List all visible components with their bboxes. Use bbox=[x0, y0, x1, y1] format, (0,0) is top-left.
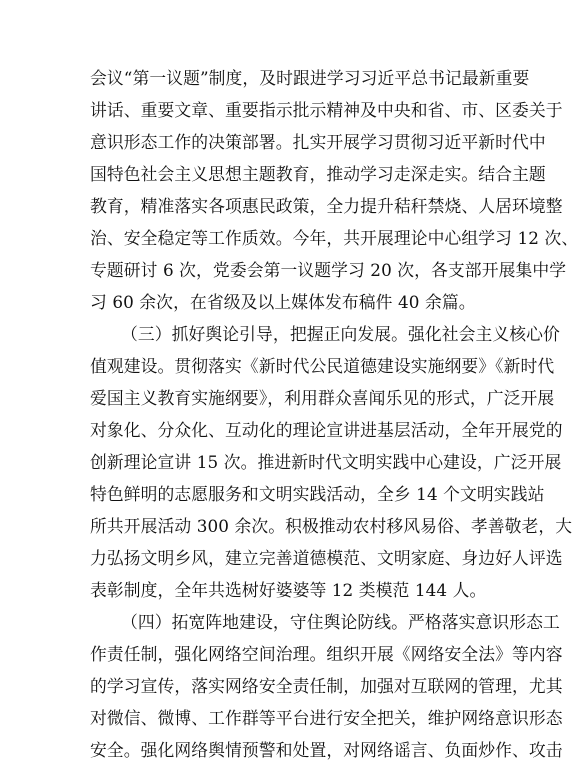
text-line: 表彰制度，全年共选树好婆婆等 12 类模范 144 人。 bbox=[90, 580, 487, 600]
text-line: 所共开展活动 300 余次。积极推动农村移风易俗、孝善敬老，大 bbox=[90, 516, 573, 536]
text-line: 创新理论宣讲 15 次。推进新时代文明实践中心建设，广泛开展 bbox=[90, 452, 562, 472]
text-line: 治、安全稳定等工作质效。今年，共开展理论中心组学习 12 次、 bbox=[90, 228, 579, 248]
section-heading-line: （三）抓好舆论引导，把握正向发展。强化社会主义核心价 bbox=[121, 324, 560, 344]
text-line: 对象化、分众化、互动化的理论宣讲进基层活动，全年开展党的 bbox=[90, 420, 563, 440]
text-line: 讲话、重要文章、重要指示批示精神及中央和省、市、区委关于 bbox=[90, 100, 563, 120]
text-line: 力弘扬文明乡风，建立完善道德模范、文明家庭、身边好人评选 bbox=[90, 548, 563, 568]
text-line: 爱国主义教育实施纲要》，利用群众喜闻乐见的形式，广泛开展 bbox=[90, 388, 555, 408]
text-line: 安全。强化网络舆情预警和处置，对网络谣言、负面炒作、攻击 bbox=[90, 740, 563, 760]
section-heading-line: （四）拓宽阵地建设，守住舆论防线。严格落实意识形态工 bbox=[121, 612, 560, 632]
text-line: 意识形态工作的决策部署。扎实开展学习贯彻习近平新时代中 bbox=[90, 132, 546, 152]
text-line: 值观建设。贯彻落实《新时代公民道德建设实施纲要》《新时代 bbox=[90, 356, 555, 376]
text-line: 特色鲜明的志愿服务和文明实践活动，全乡 14 个文明实践站 bbox=[90, 484, 545, 504]
text-line: 作责任制，强化网络空间治理。组织开展《网络安全法》等内容 bbox=[90, 644, 563, 664]
text-line: 习 60 余次，在省级及以上媒体发布稿件 40 余篇。 bbox=[90, 292, 476, 312]
text-line: 的学习宣传，落实网络安全责任制，加强对互联网的管理，尤其 bbox=[90, 676, 563, 696]
text-line: 专题研讨 6 次，党委会第一议题学习 20 次，各支部开展集中学 bbox=[90, 260, 567, 280]
text-line: 会议“第一议题”制度，及时跟进学习习近平总书记最新重要 bbox=[90, 68, 530, 88]
text-line: 国特色社会主义思想主题教育，推动学习走深走实。结合主题 bbox=[90, 164, 546, 184]
text-line: 对微信、微博、工作群等平台进行安全把关，维护网络意识形态 bbox=[90, 708, 563, 728]
text-line: 教育，精准落实各项惠民政策，全力提升秸秆禁烧、人居环境整 bbox=[90, 196, 563, 216]
